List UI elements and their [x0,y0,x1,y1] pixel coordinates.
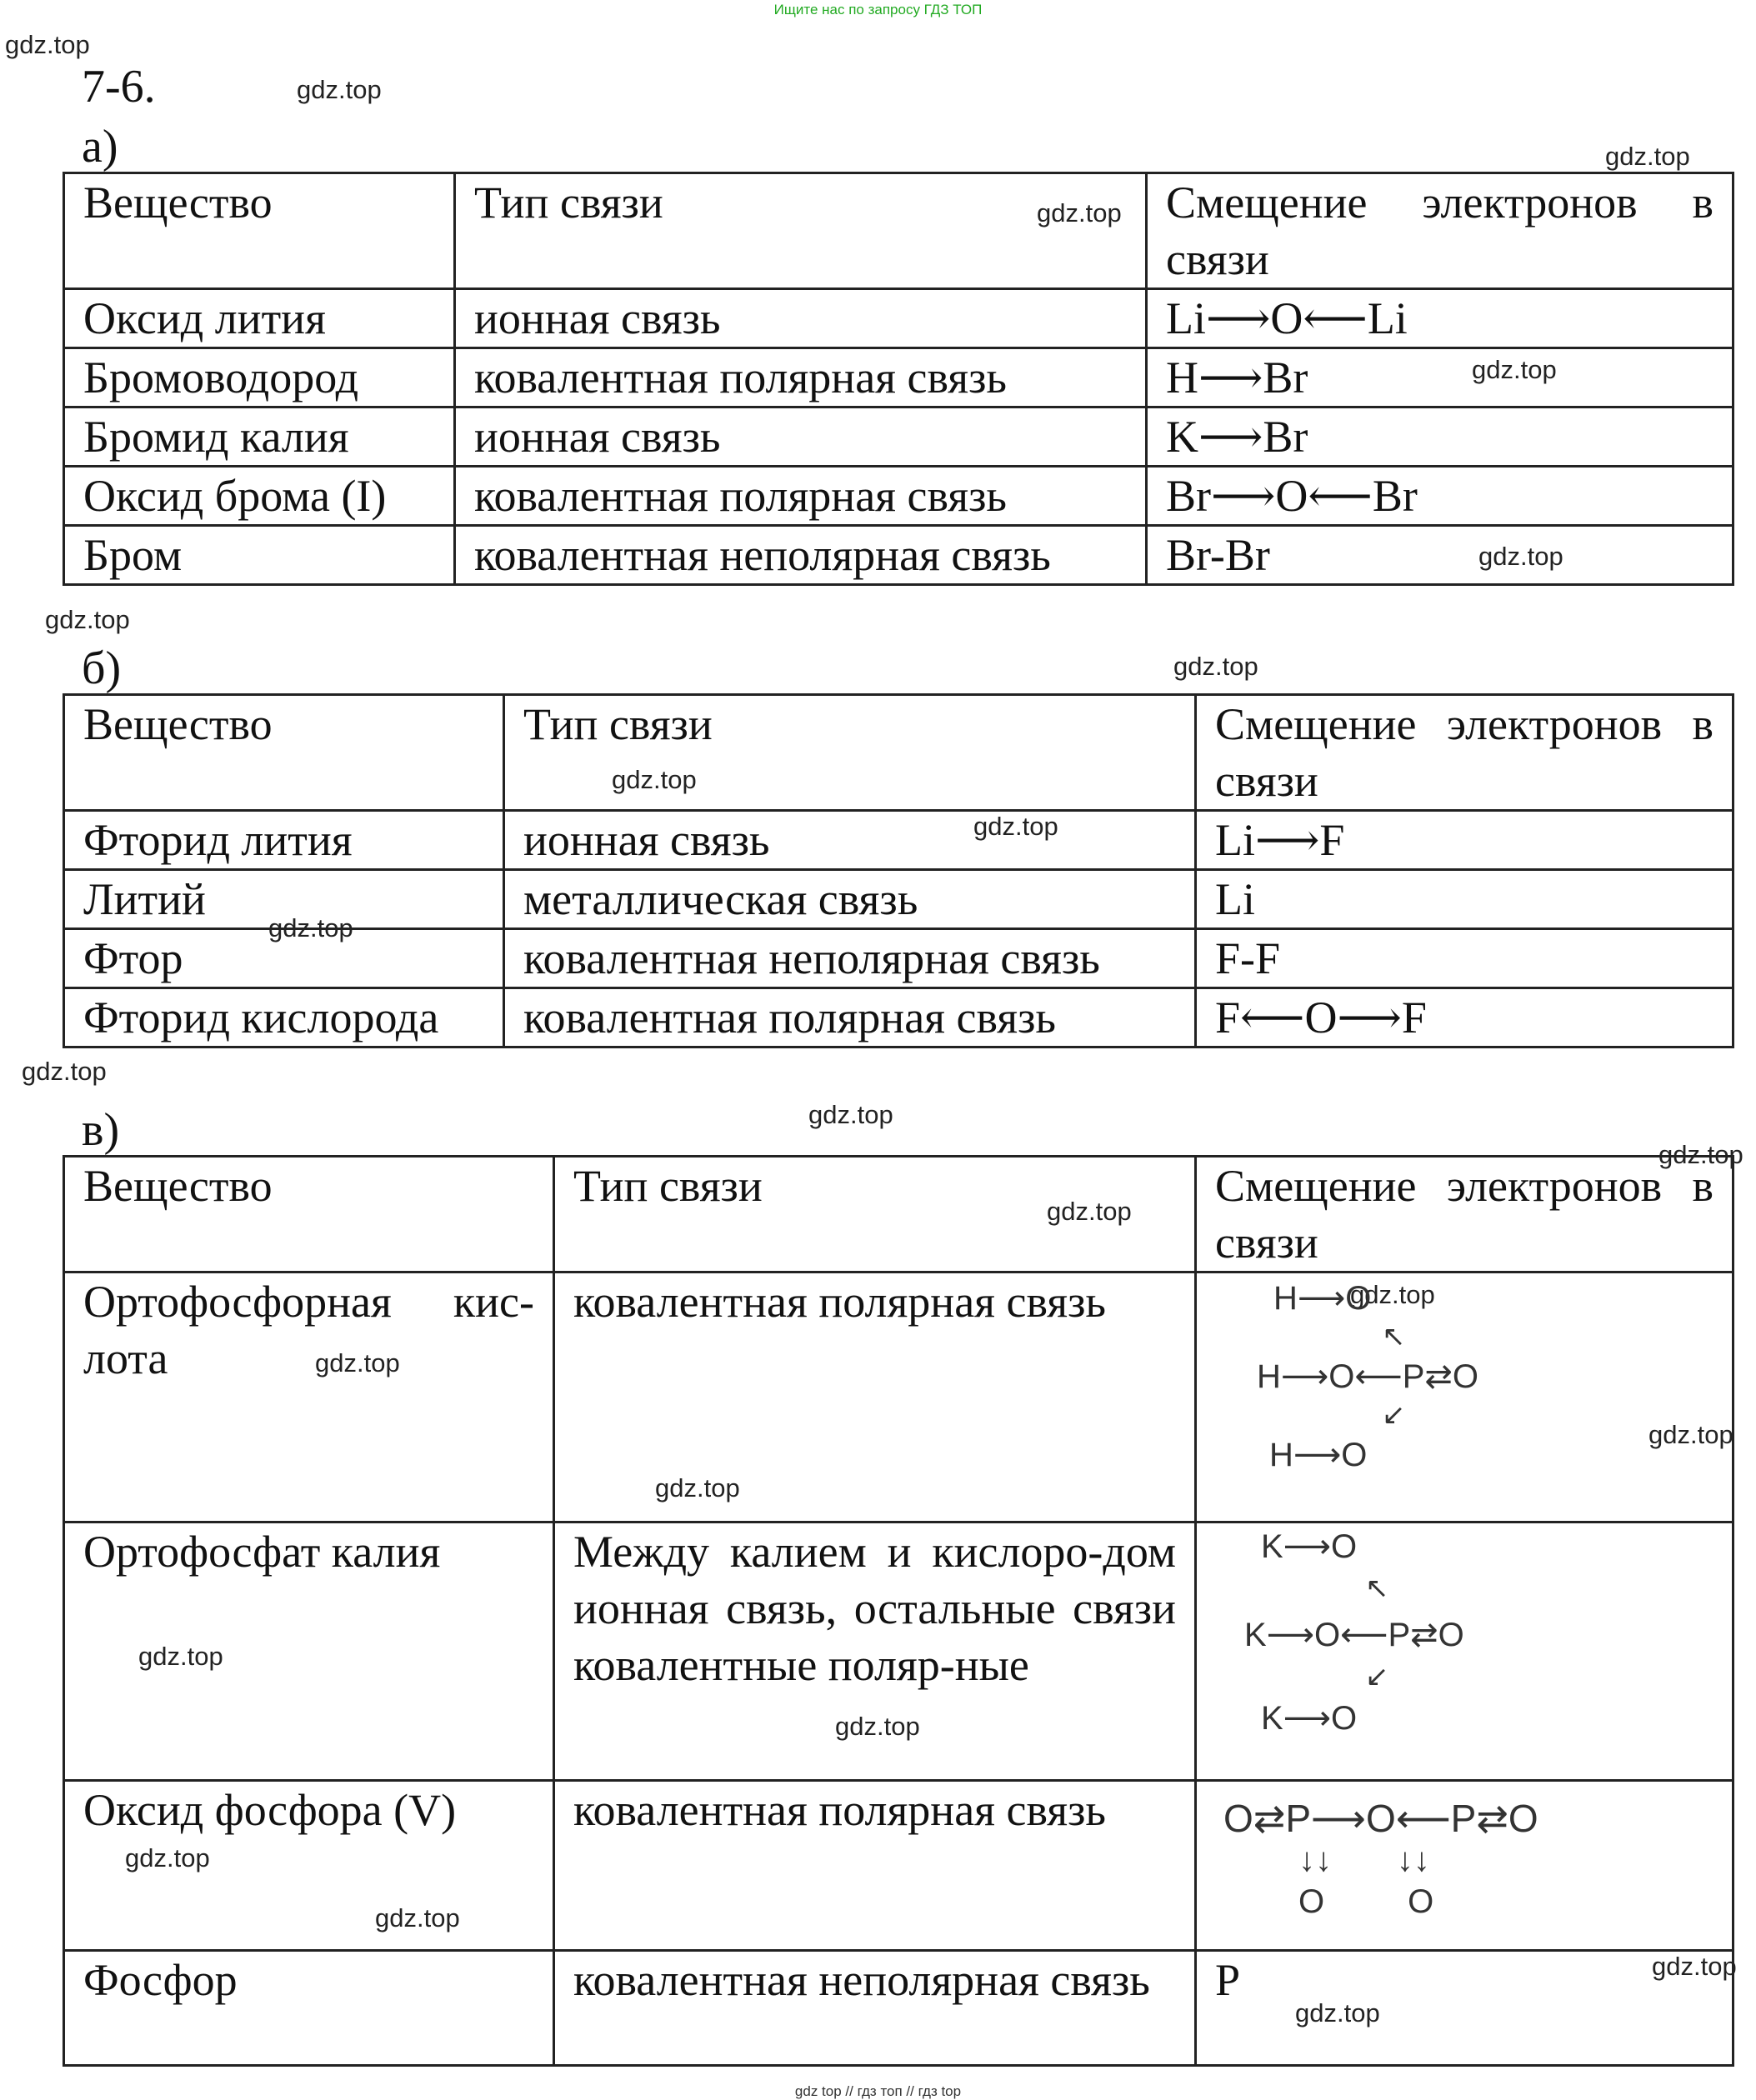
substance-cell: Фторид кислорода [64,988,504,1048]
electron-shift-diagram [1196,1522,1733,1781]
header-substance: Вещество [64,1157,554,1272]
electron-shift-cell: H⟶Br [1147,348,1733,408]
bond-type-cell: ковалентная неполярная связь [504,929,1196,988]
diagram-arrow: ↙ [1365,1661,1389,1692]
watermark: gdz.top [973,812,1058,841]
diagram-arrow: ↓↓ ↓↓ [1298,1842,1430,1878]
watermark: gdz.top [5,30,90,59]
electron-shift-diagram [1196,1781,1733,1951]
watermark: gdz.top [45,605,130,634]
watermark: gdz.top [1658,1140,1743,1169]
bond-type-cell: ковалентная полярная связь [455,467,1147,526]
bond-type-cell: ионная связь [504,811,1196,870]
section-label-c: в) [82,1104,120,1156]
electron-shift-cell: P [1196,1951,1733,2066]
bond-type-cell: ковалентная полярная связь [504,988,1196,1048]
watermark: gdz.top [655,1473,740,1502]
substance-cell: Оксид лития [64,289,455,348]
table-row [64,408,1733,467]
header-electron-shift: Смещение электронов в связи [1147,173,1733,289]
electron-shift-cell: Li [1196,870,1733,929]
watermark: gdz.top [315,1348,400,1378]
header-substance: Вещество [64,173,455,289]
diagram-arrow: ↖ [1382,1321,1406,1352]
watermark: gdz.top [138,1642,223,1671]
footer-note: gdz top // гдз топ // гдз top [794,2083,962,2099]
header-bond-type: Тип связи [554,1157,1196,1272]
substance-cell: Оксид фосфора (V) [64,1781,554,1951]
watermark: gdz.top [808,1100,893,1129]
section-label-a: а) [82,121,118,172]
table-part-c [63,1155,1734,2067]
table-row [64,811,1733,870]
electron-shift-cell: Li⟶O⟵Li [1147,289,1733,348]
watermark: gdz.top [1652,1952,1737,1981]
electron-shift-cell: Br⟶O⟵Br [1147,467,1733,526]
bond-type-cell: ковалентная полярная связь [554,1272,1196,1522]
substance-cell: Бромоводород [64,348,455,408]
substance-cell: Бромид калия [64,408,455,467]
substance-cell: Фосфор [64,1951,554,2066]
table-row [64,348,1733,408]
table-part-a [63,172,1734,586]
watermark: gdz.top [612,765,697,794]
substance-cell: Бром [64,526,455,585]
diagram-line: H⟶O⟵P⇄O [1257,1358,1478,1395]
diagram-line: H⟶O [1269,1437,1368,1473]
electron-shift-cell: K⟶Br [1147,408,1733,467]
diagram-line: K⟶O⟵P⇄O [1244,1617,1464,1653]
task-number: 7-6. [82,61,156,112]
bond-type-cell: ковалентная полярная связь [554,1781,1196,1951]
bond-type-cell: ковалентная неполярная связь [554,1951,1196,2066]
watermark: gdz.top [22,1057,107,1086]
substance-cell: Ортофосфорная кис-лота [64,1272,554,1522]
table-header-row [64,173,1733,289]
watermark: gdz.top [1648,1420,1733,1449]
table-row [64,467,1733,526]
table-row [64,1272,1733,1522]
diagram-arrow: ↙ [1382,1399,1406,1431]
diagram-line: K⟶O [1261,1700,1358,1737]
watermark: gdz.top [1605,142,1690,171]
watermark: gdz.top [1173,652,1258,681]
watermark: gdz.top [375,1903,460,1932]
substance-cell: Литий [64,870,504,929]
diagram-arrow: ↖ [1365,1572,1389,1604]
watermark: gdz.top [297,75,382,104]
table-row [64,988,1733,1048]
header-substance: Вещество [64,695,504,811]
table-row [64,289,1733,348]
watermark: gdz.top [268,913,353,942]
bond-type-cell: ковалентная полярная связь [455,348,1147,408]
table-row [64,1781,1733,1951]
table-header-row [64,695,1733,811]
diagram-line: O O [1298,1883,1434,1920]
electron-shift-cell: F-F [1196,929,1733,988]
header-electron-shift: Смещение электронов в связи [1196,1157,1733,1272]
watermark: gdz.top [125,1843,210,1872]
bond-type-cell: металлическая связь [504,870,1196,929]
watermark: gdz.top [1037,198,1122,228]
electron-shift-cell: Li⟶F [1196,811,1733,870]
watermark: gdz.top [1472,355,1557,384]
bond-type-cell: ионная связь [455,289,1147,348]
watermark: gdz.top [1478,542,1563,571]
electron-shift-cell: Br-Br [1147,526,1733,585]
search-hint: Ищите нас по запросу ГДЗ ТОП [773,2,983,18]
watermark: gdz.top [1295,1998,1380,2028]
watermark: gdz.top [1047,1197,1132,1226]
table-row [64,1522,1733,1781]
header-bond-type: Тип связи [455,173,1147,289]
header-electron-shift: Смещение электронов в связи [1196,695,1733,811]
section-label-b: б) [82,642,122,694]
diagram-line: K⟶O [1261,1528,1358,1565]
bond-type-cell: ионная связь [455,408,1147,467]
table-row [64,1951,1733,2066]
table-row [64,526,1733,585]
table-header-row [64,1157,1733,1272]
header-bond-type: Тип связи [504,695,1196,811]
substance-cell: Фторид лития [64,811,504,870]
watermark: gdz.top [835,1712,920,1741]
bond-type-cell: Между калием и кислоро-дом ионная связь, остальные связи ковалентные поляр-ные [554,1522,1196,1781]
diagram-line: H⟶O [1273,1280,1372,1317]
substance-cell: Оксид брома (I) [64,467,455,526]
table-row [64,870,1733,929]
table-row [64,929,1733,988]
substance-cell: Ортофосфат калия [64,1522,554,1781]
electron-shift-cell: F⟵O⟶F [1196,988,1733,1048]
table-part-b [63,693,1734,1048]
electron-shift-diagram [1196,1272,1733,1522]
substance-cell: Фтор [64,929,504,988]
bond-type-cell: ковалентная неполярная связь [455,526,1147,585]
diagram-line: O⇄P⟶O⟵P⇄O [1223,1797,1538,1840]
watermark: gdz.top [1350,1280,1435,1309]
